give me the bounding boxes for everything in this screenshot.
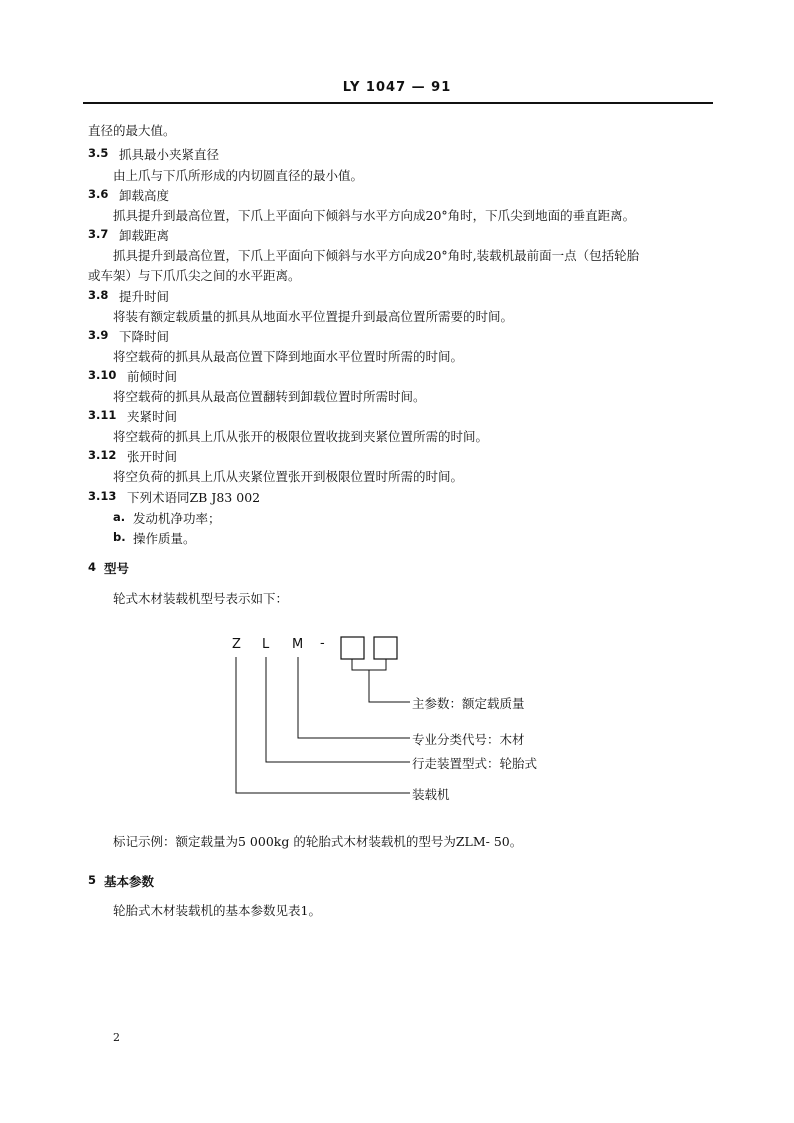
clause-title: 张开时间: [127, 449, 178, 464]
parameter-bracket: [352, 659, 386, 670]
parameter-box: [341, 637, 364, 659]
marking-example: 标记示例：额定载量为5 000kg 的轮胎式木材装载机的型号为ZLM- 50。: [113, 834, 523, 849]
clause-title: 卸载距离: [119, 228, 170, 243]
section-text: 轮胎式木材装载机的基本参数见表1。: [113, 903, 321, 918]
code-letter-z: Z: [232, 637, 241, 652]
list-marker: b.: [113, 530, 126, 544]
clause-title: 前倾时间: [127, 369, 178, 384]
code-letter-m: M: [292, 637, 304, 652]
leader-line-travel-type: [266, 657, 410, 762]
clause-number: 3.11: [88, 408, 117, 422]
leader-line-main-parameter: [369, 670, 410, 702]
clause-number: 3.8: [88, 288, 109, 302]
clause-number: 3.5: [88, 146, 109, 160]
clause-text: 将装有额定载质量的抓具从地面水平位置提升到最高位置所需要的时间。: [113, 309, 514, 324]
page-number: 2: [113, 1031, 120, 1044]
clause-number: 3.6: [88, 187, 109, 201]
clause-title: 卸载高度: [119, 188, 170, 203]
continuation-text: 直径的最大值。: [88, 123, 176, 138]
leader-line-category: [298, 657, 410, 738]
diagram-label-category: 专业分类代号：木材: [412, 732, 525, 747]
clause-text: 将空载荷的抓具从最高位置下降到地面水平位置时所需的时间。: [113, 349, 464, 364]
clause-number: 3.10: [88, 368, 117, 382]
parameter-box: [374, 637, 397, 659]
code-letter-l: L: [262, 637, 270, 652]
clause-title: 下列术语同ZB J83 002: [127, 490, 261, 505]
list-marker: a.: [113, 510, 126, 524]
clause-text: 抓具提升到最高位置，下爪上平面向下倾斜与水平方向成20°角时,装载机最前面一点（包括轮胎: [113, 248, 640, 263]
clause-text: 将空载荷的抓具上爪从张开的极限位置收拢到夹紧位置所需的时间。: [113, 429, 489, 444]
diagram-label-main-parameter: 主参数：额定载质量: [412, 696, 525, 711]
clause-number: 3.9: [88, 328, 109, 342]
section-title: 基本参数: [104, 874, 155, 889]
leader-line-loader: [236, 657, 410, 793]
section-title: 型号: [104, 561, 130, 576]
clause-text: 将空负荷的抓具上爪从夹紧位置张开到极限位置时所需的时间。: [113, 469, 464, 484]
clause-number: 3.13: [88, 489, 117, 503]
list-item: 发动机净功率；: [133, 511, 221, 526]
clause-text: 或车架）与下爪爪尖之间的水平距离。: [88, 268, 301, 283]
section-number: 5: [88, 873, 97, 887]
code-dash: -: [320, 636, 325, 651]
clause-title: 下降时间: [119, 329, 170, 344]
clause-text: 由上爪与下爪所形成的内切圆直径的最小值。: [113, 168, 364, 183]
diagram-label-travel-type: 行走装置型式：轮胎式: [412, 756, 538, 771]
clause-title: 夹紧时间: [127, 409, 178, 424]
clause-number: 3.12: [88, 448, 117, 462]
clause-title: 抓具最小夹紧直径: [119, 147, 220, 162]
clause-number: 3.7: [88, 227, 109, 241]
clause-title: 提升时间: [119, 289, 170, 304]
section-intro: 轮式木材装载机型号表示如下：: [113, 591, 289, 606]
section-number: 4: [88, 560, 97, 574]
list-item: 操作质量。: [133, 531, 196, 546]
clause-text: 将空载荷的抓具从最高位置翻转到卸载位置时所需时间。: [113, 389, 426, 404]
diagram-label-loader: 装载机: [412, 787, 450, 802]
clause-text: 抓具提升到最高位置，下爪上平面向下倾斜与水平方向成20°角时，下爪尖到地面的垂直距离。: [113, 208, 636, 223]
document-code: LY 1047 — 91: [342, 80, 452, 95]
